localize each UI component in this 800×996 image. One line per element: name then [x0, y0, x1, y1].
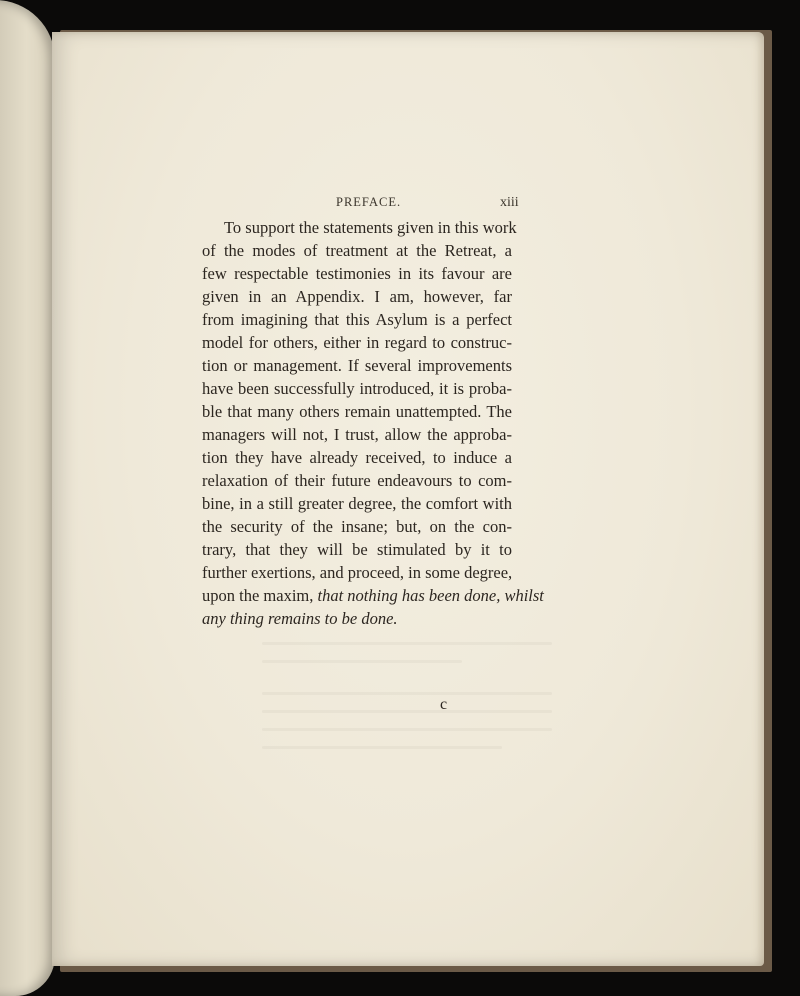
text-line: the security of the insane; but, on the con-	[202, 517, 512, 536]
show-through-line	[262, 642, 552, 645]
text-line: further exertions, and proceed, in some degree,	[202, 563, 513, 582]
text-line: trary, that they will be stimulated by it to	[202, 540, 512, 559]
left-page-edge	[0, 0, 55, 996]
text-line: bine, in a still greater degree, the comfort with	[202, 494, 512, 513]
text-line: managers will not, I trust, allow the approba-	[202, 425, 512, 444]
text-roman: upon the maxim,	[202, 586, 318, 605]
show-through-line	[262, 692, 552, 695]
text-line: relaxation of their future endeavours to com-	[202, 471, 512, 490]
text-line: model for others, either in regard to construc-	[202, 333, 512, 352]
text-line: tion they have already received, to induce a	[202, 448, 512, 467]
show-through-line	[262, 710, 552, 713]
text-line	[202, 584, 544, 607]
italic-maxim-end: any thing remains to be done.	[202, 609, 398, 628]
italic-maxim: that nothing has been done, whilst	[317, 586, 544, 605]
show-through-line	[262, 746, 502, 749]
text-line: of the modes of treatment at the Retreat, a	[202, 241, 512, 260]
text-line: few respectable testimonies in its favour are	[202, 264, 512, 283]
text-line: have been successfully introduced, it is proba-	[202, 379, 512, 398]
text-line: To support the statements given in this work	[224, 218, 517, 237]
signature-mark: c	[440, 696, 448, 713]
text-line: given in an Appendix. I am, however, far	[202, 287, 512, 306]
show-through-line	[262, 660, 462, 663]
paragraph	[202, 216, 544, 630]
text-line: ble that many others remain unattempted. The	[202, 402, 512, 421]
show-through-line	[262, 728, 552, 731]
running-title: PREFACE.	[336, 195, 402, 209]
text-line: tion or management. If several improvements	[202, 356, 512, 375]
book-page	[52, 32, 764, 966]
page-number: xiii	[500, 195, 519, 210]
text-line: from imagining that this Asylum is a perfect	[202, 310, 512, 329]
